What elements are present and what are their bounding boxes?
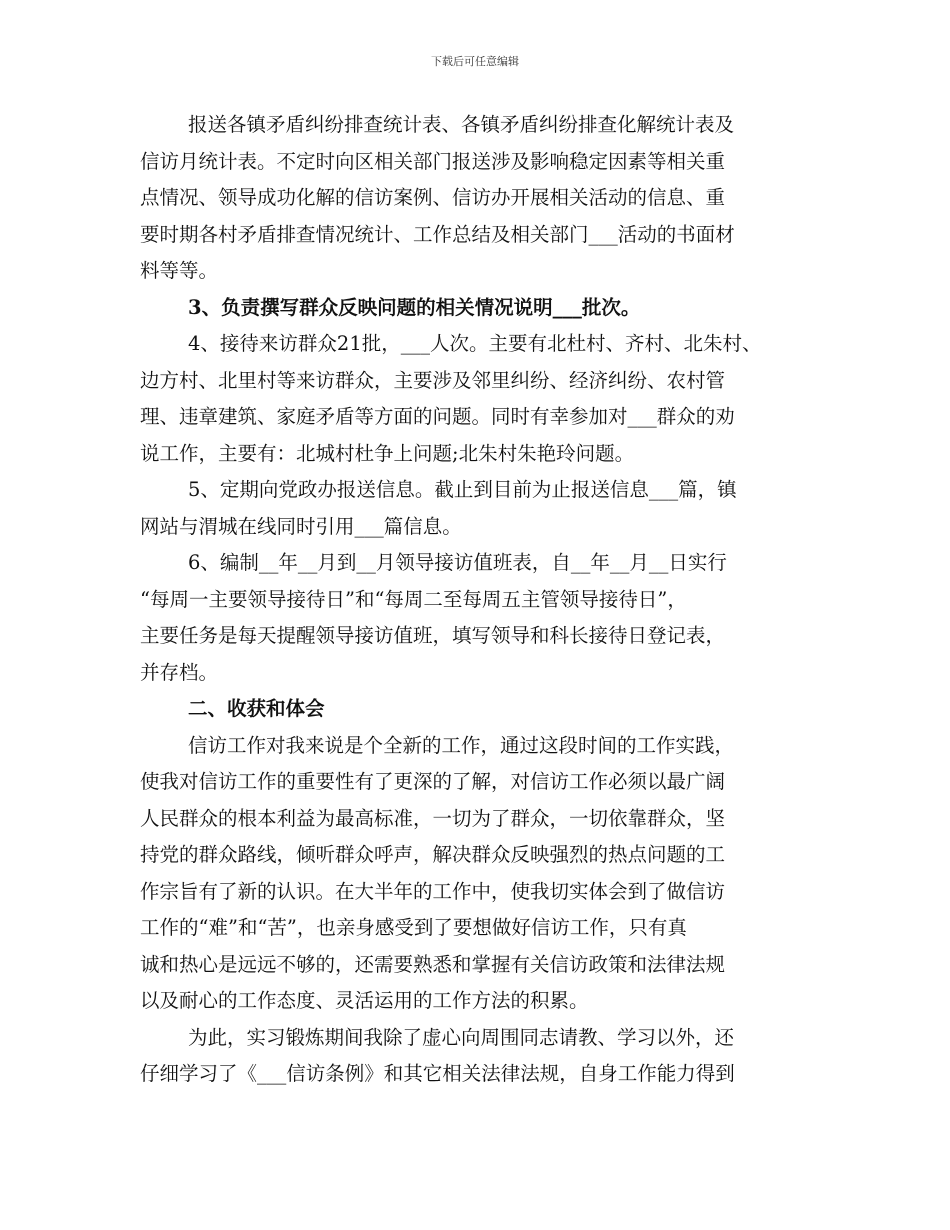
text-line: 料等等。	[140, 259, 219, 282]
text-line: 点情况、领导成功化解的信访案例、信访办开展相关活动的信息、重	[140, 186, 726, 209]
text-line: 诚和热心是远远不够的，还需要熟悉和掌握有关信访政策和法律法规	[140, 952, 726, 976]
text-line: 信访月统计表。不定时向区相关部门报送涉及影响稳定因素等相关重	[140, 149, 726, 173]
text-line: 人民群众的根本利益为最高标准，一切为了群众，一切依靠群众，坚	[140, 806, 726, 830]
page-header-note: 下载后可任意编辑	[431, 55, 519, 68]
text-line: 3、负责撰写群众反映问题的相关情况说明___批次。	[188, 295, 641, 319]
text-line: 作宗旨有了新的认识。在大半年的工作中，使我切实体会到了做信访	[140, 879, 726, 903]
text-line: 说工作，主要有：北城村杜争上问题;北朱村朱艳玲问题。	[140, 441, 635, 465]
text-line: 主要任务是每天提醒领导接访值班，填写领导和科长接待日登记表，	[140, 624, 726, 647]
text-line: 理、违章建筑、家庭矛盾等方面的问题。同时有幸参加对___群众的劝	[140, 405, 735, 428]
document-body	[140, 107, 812, 1093]
text-line: 5、定期向党政办报送信息。截止到目前为止报送信息___篇，镇	[188, 478, 737, 501]
text-line: 为此，实习锻炼期间我除了虚心向周围同志请教、学习以外，还	[188, 1025, 735, 1049]
text-line: 持党的群众路线，倾听群众呼声，解决群众反映强烈的热点问题的工	[140, 843, 726, 866]
text-line: 要时期各村矛盾排查情况统计、工作总结及相关部门___活动的书面材	[140, 222, 735, 246]
text-line: 仔细学习了《___信访条例》和其它相关法律法规，自身工作能力得到	[140, 1062, 735, 1085]
text-line: “每周一主要领导接待日”和“每周二至每周五主管领导接待日”，	[140, 587, 687, 611]
text-line: 二、收获和体会	[188, 697, 325, 720]
text-line: 网站与渭城在线同时引用___篇信息。	[140, 514, 462, 538]
text-line: 使我对信访工作的重要性有了更深的了解，对信访工作必须以最广阔	[140, 770, 726, 793]
text-line: 报送各镇矛盾纠纷排查统计表、各镇矛盾纠纷排查化解统计表及	[188, 113, 735, 136]
text-line: 工作的“难”和“苦”，也亲身感受到了要想做好信访工作，只有真	[140, 916, 687, 939]
text-line: 信访工作对我来说是个全新的工作，通过这段时间的工作实践，	[188, 733, 735, 757]
text-line: 并存档。	[140, 660, 219, 684]
text-line: 边方村、北里村等来访群众，主要涉及邻里纠纷、经济纠纷、农村管	[140, 368, 726, 392]
text-line: 6、编制__年__月到__月领导接访值班表，自__年__月__日实行	[188, 551, 727, 574]
text-line: 4、接待来访群众21批，___人次。主要有北杜村、齐村、北朱村、	[188, 332, 762, 355]
text-line: 以及耐心的工作态度、灵活运用的工作方法的积累。	[140, 989, 589, 1012]
